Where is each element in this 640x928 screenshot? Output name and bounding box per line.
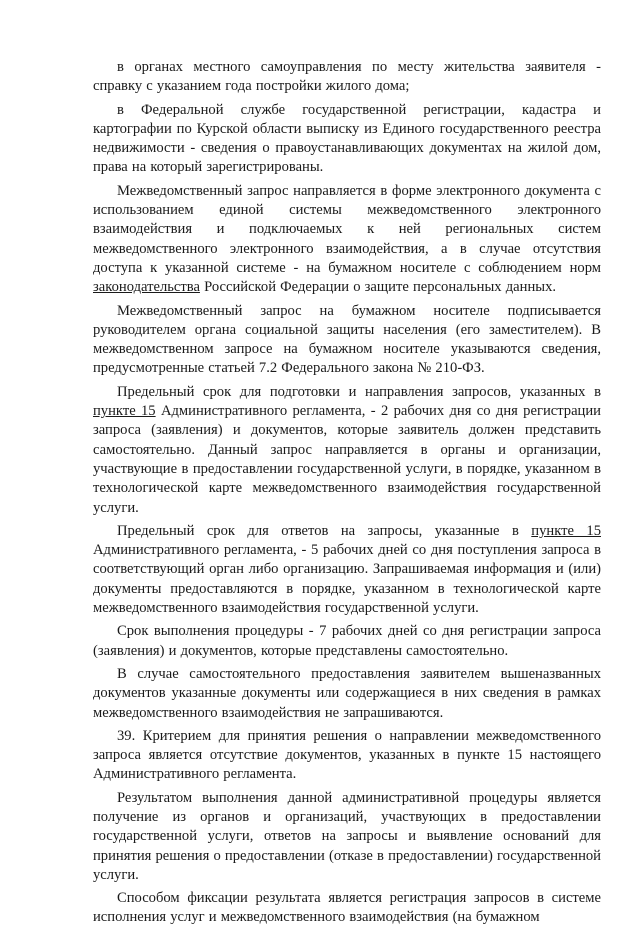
legislation-link[interactable]: законодательства (93, 279, 200, 296)
paragraph-5-text-after: Административного регламента, - 2 рабочих дня со дня регистрации запроса (заявления) и документов, которые заявитель должен представить самостоятельно. Данный запрос направляется в органы и организации, участвующие в предоставлении государственной услуги, в порядке, указанном в технологической карте межведомственного взаимодействия государственной услуги. (93, 403, 601, 516)
paragraph-7 (93, 622, 601, 661)
paragraph-4 (93, 302, 601, 379)
clause-15-link[interactable]: пункте 15 (93, 403, 156, 420)
paragraph-10-text: Результатом выполнения данной административной процедуры является получение из органов и организаций, участвующих в предоставлении государственной услуги, ответов на запросы и выявление оснований для принятия решения о предоставлении (отказе в предоставлении) государственной услуги. (93, 789, 601, 883)
paragraph-3-text-before: Межведомственный запрос направляется в форме электронного документа с использованием единой системы межведомственного электронного взаимодействия и подключаемых к ней региональных систем межведомственного электронного взаимодействия, а в случае отсутствия доступа к указанной системе - на бумажном носителе с соблюдением норм (93, 182, 601, 276)
paragraph-4-text: Межведомственный запрос на бумажном носителе подписывается руководителем органа социальной защиты населения (его заместителем). В межведомственном запросе на бумажном носителе указываются сведения, предусмотренные статьей 7.2 Федерального закона № 210-ФЗ. (93, 302, 601, 377)
paragraph-9-text: 39. Критерием для принятия решения о направлении межведомственного запроса является отсутствие документов, указанных в пункте 15 настоящего Административного регламента. (93, 727, 601, 783)
paragraph-3 (93, 182, 601, 298)
paragraph-1-text: в органах местного самоуправления по месту жительства заявителя - справку с указанием года постройки жилого дома; (93, 59, 601, 95)
paragraph-6-text-after: Административного регламента, - 5 рабочих дней со дня поступления запроса в соответствующий орган либо организацию. Запрашиваемая информация и (или) документы предоставляются в порядке, указанном в технологической карте межведомственного взаимодействия государственной услуги. (93, 542, 601, 617)
paragraph-2 (93, 101, 601, 178)
paragraph-6 (93, 522, 601, 618)
paragraph-9 (93, 727, 601, 785)
paragraph-1 (93, 58, 601, 97)
paragraph-8 (93, 665, 601, 723)
paragraph-3-text-after: Российской Федерации о защите персональных данных. (199, 279, 557, 296)
paragraph-7-text: Срок выполнения процедуры - 7 рабочих дней со дня регистрации запроса (заявления) и документов, которые представлены самостоятельно. (93, 623, 601, 659)
paragraph-11-text: Способом фиксации результата является регистрация запросов в системе исполнения услуг и межведомственного взаимодействия (на бумажном (93, 890, 601, 926)
paragraph-10 (93, 789, 601, 885)
paragraph-2-text: в Федеральной службе государственной регистрации, кадастра и картографии по Курской области выписку из Единого государственного реестра недвижимости - сведения о правоустанавливающих документах на жилой дом, права на который зарегистрированы. (93, 101, 601, 176)
paragraph-6-text-before: Предельный срок для ответов на запросы, указанные в (117, 522, 532, 539)
paragraph-11 (93, 889, 601, 928)
paragraph-5 (93, 383, 601, 518)
document-body (93, 58, 601, 928)
paragraph-8-text: В случае самостоятельного предоставления заявителем вышеназванных документов указанные документы или содержащиеся в них сведения в рамках межведомственного взаимодействия не запрашиваются. (93, 665, 601, 721)
clause-15-link-2[interactable]: пункте 15 (531, 522, 601, 539)
paragraph-5-text-before: Предельный срок для подготовки и направления запросов, указанных в (117, 383, 601, 400)
